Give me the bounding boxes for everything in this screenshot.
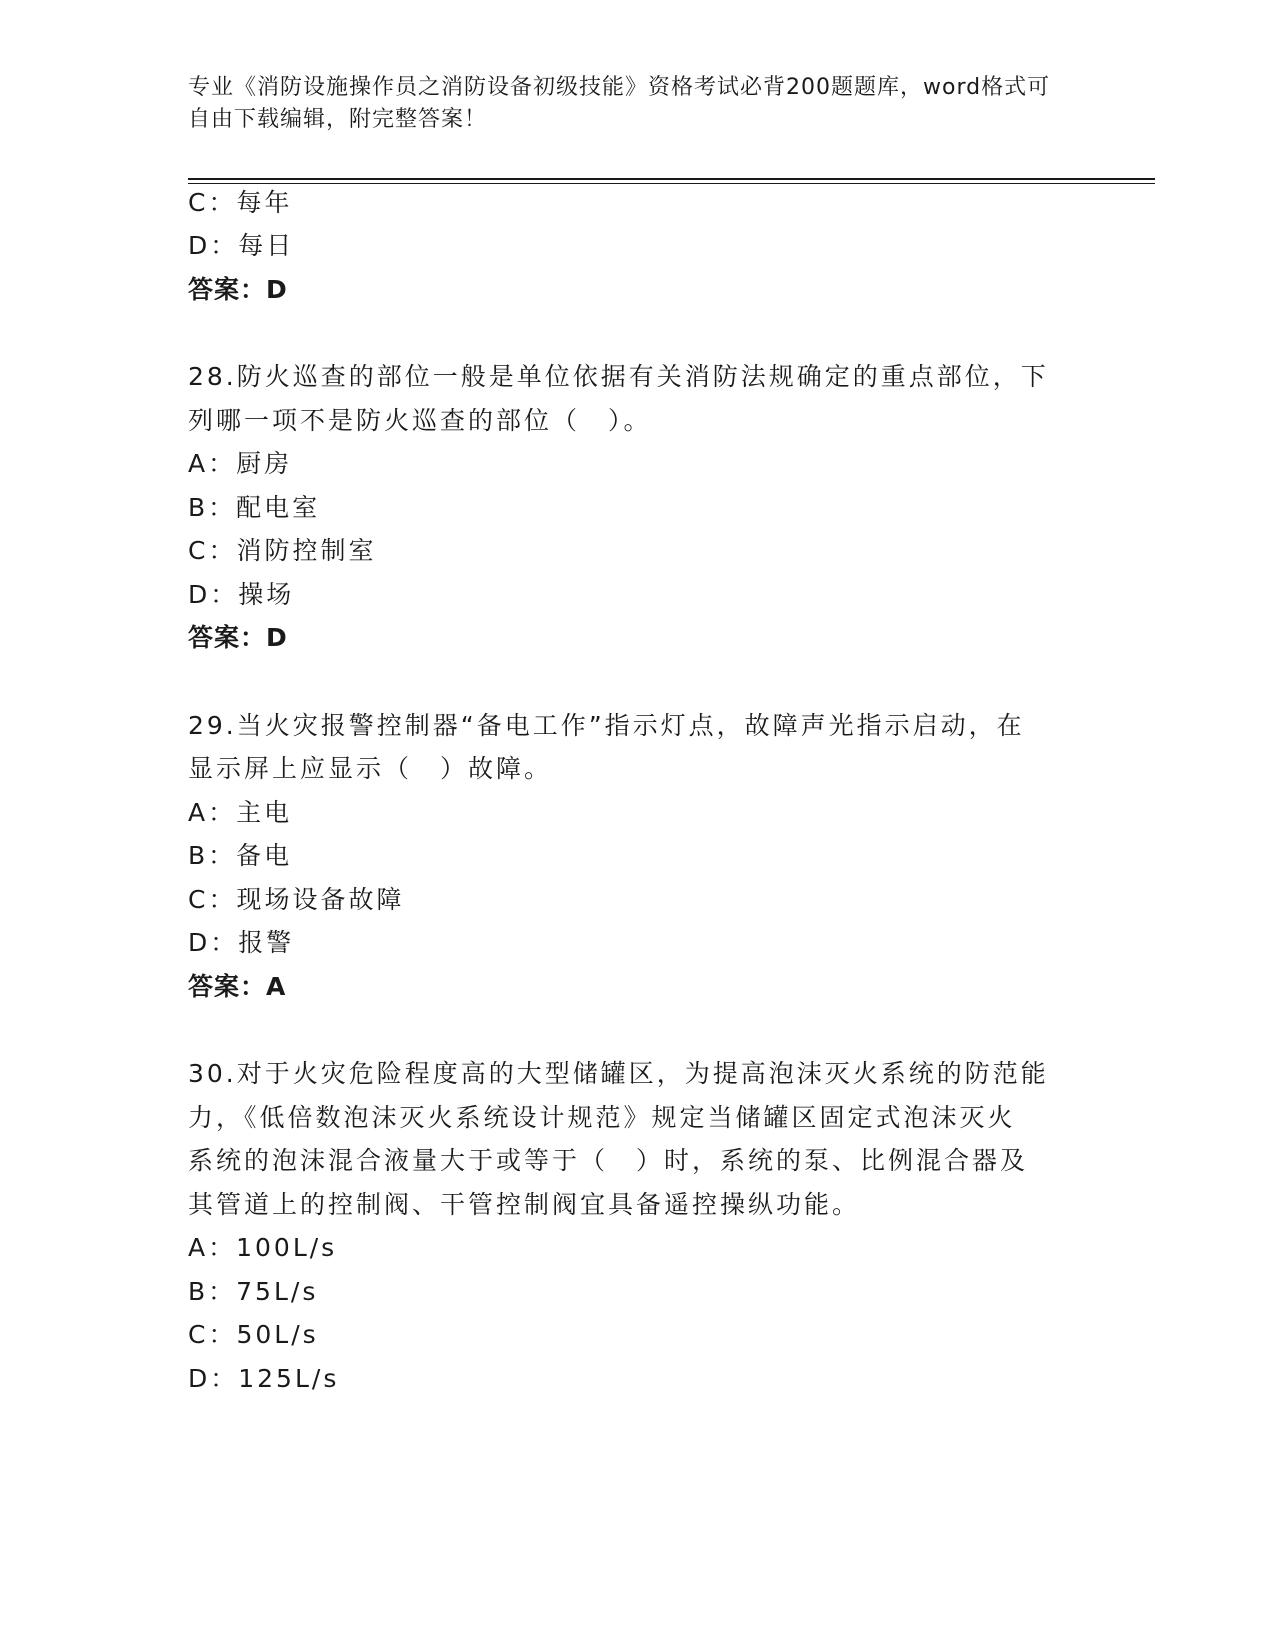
prev-answer: 答案：D <box>188 275 288 304</box>
q30-option-c: C：50L/s <box>188 1320 319 1349</box>
prev-option-d: D：每日 <box>188 231 295 260</box>
q30-stem-line-1: 30.对于火灾危险程度高的大型储罐区，为提高泡沫灭火系统的防范能 <box>188 1059 1049 1088</box>
q30-option-a: A：100L/s <box>188 1233 338 1262</box>
q30-option-b: B：75L/s <box>188 1277 319 1306</box>
header-rule-thin <box>188 183 1155 184</box>
header-rule-thick <box>188 178 1155 180</box>
q29-option-b: B：备电 <box>188 841 293 870</box>
page-header <box>188 72 1068 136</box>
q29-stem-line-1: 29.当火灾报警控制器“备电工作”指示灯点，故障声光指示启动，在 <box>188 711 1025 740</box>
header-title: 专业《消防设施操作员之消防设备初级技能》资格考试必背200题题库，word格式可自由下载编辑，附完整答案！ <box>188 75 1051 132</box>
q28-option-b: B：配电室 <box>188 493 321 522</box>
q29-stem-line-2: 显示屏上应显示（ ）故障。 <box>188 754 553 783</box>
q28-answer: 答案：D <box>188 623 288 652</box>
q28-option-d: D：操场 <box>188 580 295 609</box>
q30-stem-line-3: 系统的泡沫混合液量大于或等于（ ）时，系统的泵、比例混合器及 <box>188 1146 1029 1175</box>
q28-option-c: C：消防控制室 <box>188 536 377 565</box>
q28-stem-line-1: 28.防火巡查的部位一般是单位依据有关消防法规确定的重点部位，下 <box>188 362 1049 391</box>
q29-option-d: D：报警 <box>188 928 295 957</box>
q28-stem-line-2: 列哪一项不是防火巡查的部位（ ）。 <box>188 406 652 435</box>
q30-option-d: D：125L/s <box>188 1364 340 1393</box>
prev-option-c: C：每年 <box>188 188 293 217</box>
q30-stem-line-2: 力，《低倍数泡沫灭火系统设计规范》规定当储罐区固定式泡沫灭火 <box>188 1103 1016 1132</box>
q28-option-a: A：厨房 <box>188 449 293 478</box>
q29-answer: 答案：A <box>188 972 287 1001</box>
q30-stem-line-4: 其管道上的控制阀、干管控制阀宜具备遥控操纵功能。 <box>188 1190 861 1219</box>
q29-option-a: A：主电 <box>188 798 293 827</box>
q29-option-c: C：现场设备故障 <box>188 885 405 914</box>
